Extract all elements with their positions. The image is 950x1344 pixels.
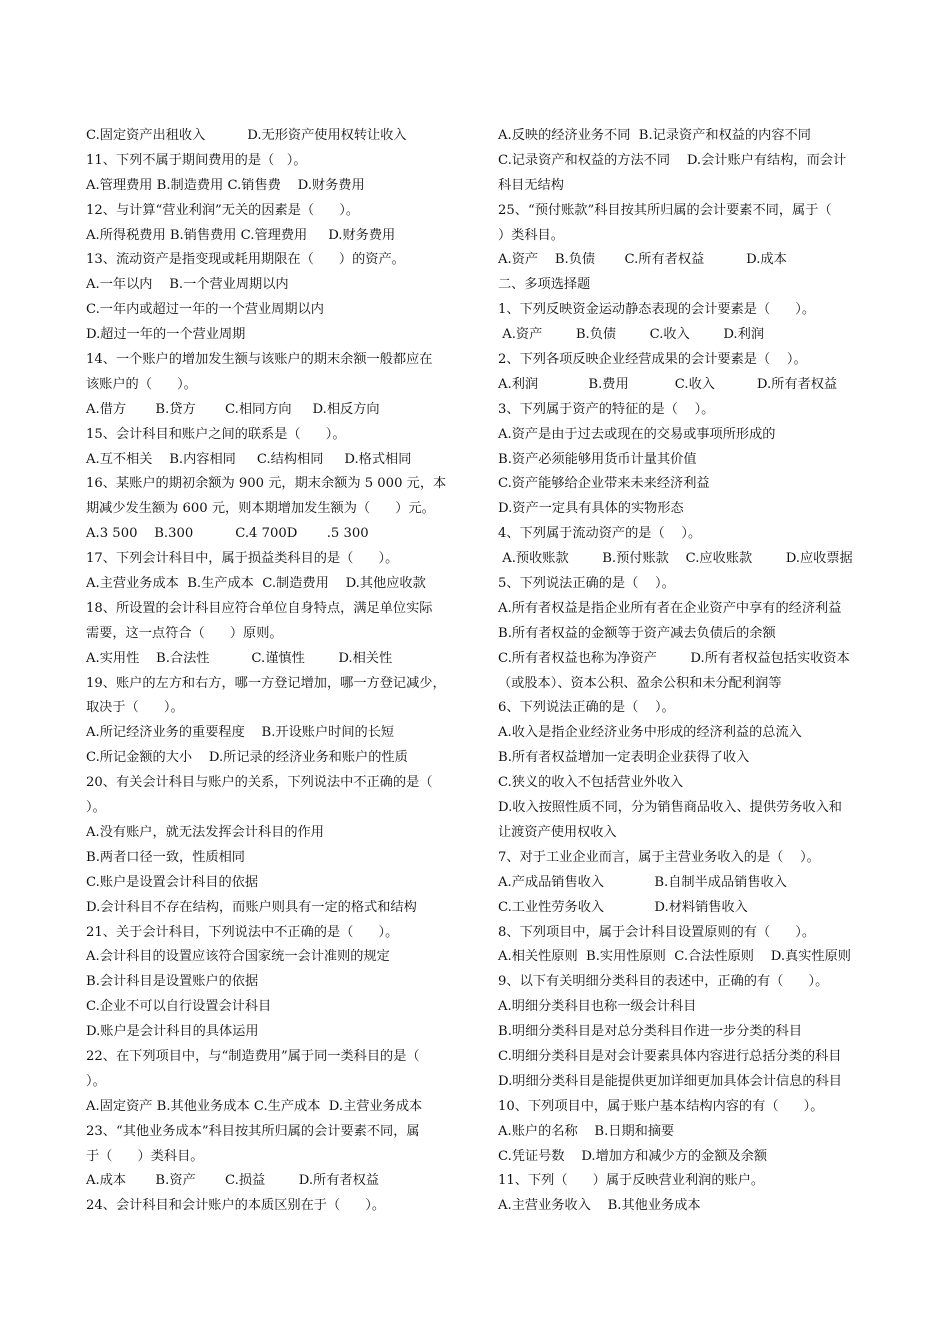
text-line: A.收入是指企业经济业务中形成的经济利益的总流入 — [498, 725, 802, 741]
text-line: A.预收账款 B.预付账款 C.应收账款 D.应收票据 — [498, 551, 853, 567]
text-line: D.会计科目不存在结构，而账户则具有一定的格式和结构 — [86, 899, 417, 915]
text-line: D.超过一年的一个营业周期 — [86, 327, 246, 343]
text-line: 2、下列各项反映企业经营成果的会计要素是（ ）。 — [498, 352, 807, 368]
text-line: 7、对于工业企业而言，属于主营业务收入的是（ ）。 — [498, 849, 820, 865]
text-line: 1、下列反映资金运动静态表现的会计要素是（ ）。 — [498, 302, 816, 318]
text-line: B.所有者权益增加一定表明企业获得了收入 — [498, 750, 750, 766]
text-line: 11、下列（ ）属于反映营业利润的账户。 — [498, 1173, 765, 1189]
text-line: 13、流动资产是指变现或耗用期限在（ ）的资产。 — [86, 252, 405, 268]
text-line: A.互不相关 B.内容相同 C.结构相同 D.格式相同 — [86, 451, 412, 467]
text-line: D.账户是会计科目的具体运用 — [86, 1024, 259, 1040]
text-line: C.企业不可以自行设置会计科目 — [86, 999, 272, 1015]
text-line: 14、一个账户的增加发生额与该账户的期末余额一般都应在 — [86, 352, 433, 368]
text-line: A.账户的名称 B.日期和摘要 — [498, 1123, 675, 1139]
text-line: A.资产是由于过去或现在的交易或事项所形成的 — [498, 426, 776, 442]
text-line: 8、下列项目中，属于会计科目设置原则的有（ ）。 — [498, 924, 816, 940]
text-line: C.所有者权益也称为净资产 D.所有者权益包括实收资本 — [498, 650, 850, 666]
text-line: B.会计科目是设置账户的依据 — [86, 974, 259, 990]
text-line: A.实用性 B.合法性 C.谨慎性 D.相关性 — [86, 650, 393, 666]
text-line: C.固定资产出租收入 D.无形资产使用权转让收入 — [86, 128, 407, 143]
text-line: 25、“预付账款”科目按其所归属的会计要素不同，属于（ — [498, 202, 832, 218]
text-line: B.两者口径一致，性质相同 — [86, 849, 245, 865]
text-line: 10、下列项目中，属于账户基本结构内容的有（ ）。 — [498, 1098, 824, 1114]
text-line: A.没有账户，就无法发挥会计科目的作用 — [86, 824, 324, 840]
text-line: ）。 — [86, 800, 106, 816]
text-line: 15、会计科目和账户之间的联系是（ ）。 — [86, 426, 346, 442]
text-line: A.管理费用 B.制造费用 C.销售费 D.财务费用 — [86, 177, 365, 193]
text-line: 11、下列不属于期间费用的是（ ）。 — [86, 152, 307, 168]
text-line: A.相关性原则 B.实用性原则 C.合法性原则 D.真实性原则 — [498, 949, 851, 965]
text-line: C.记录资产和权益的方法不同 D.会计账户有结构，而会计 — [498, 152, 847, 168]
text-line: C.资产能够给企业带来未来经济利益 — [498, 476, 710, 492]
text-line: 5、下列说法正确的是（ ）。 — [498, 576, 675, 592]
text-line: 9、以下有关明细分类科目的表述中，正确的有（ ）。 — [498, 974, 829, 990]
text-line: 22、在下列项目中，与“制造费用”属于同一类科目的是（ — [86, 1048, 420, 1064]
text-line: 需要，这一点符合（ ）原则。 — [86, 625, 283, 641]
text-line: C.工业性劳务收入 D.材料销售收入 — [498, 899, 748, 915]
text-line: 4、下列属于流动资产的是（ ）。 — [498, 526, 702, 542]
text-line: 16、某账户的期初余额为 900 元，期末余额为 5 000 元，本 — [86, 476, 447, 492]
text-line: A.主营业务收入 B.其他业务成本 — [498, 1198, 701, 1214]
text-line: A.资产 B.负债 C.所有者权益 D.成本 — [498, 252, 787, 268]
text-line: 期减少发生额为 600 元，则本期增加发生额为（ ）元。 — [86, 501, 435, 517]
text-line: A.一年以内 B.一个营业周期以内 — [86, 277, 289, 293]
text-line: 于（ ）类科目。 — [86, 1148, 204, 1164]
text-line: D.明细分类科目是能提供更加详细更加具体会计信息的科目 — [498, 1073, 842, 1089]
text-line: A.所记经济业务的重要程度 B.开设账户时间的长短 — [86, 725, 395, 741]
text-line: 24、会计科目和会计账户的本质区别在于（ ）。 — [86, 1198, 386, 1214]
text-line: A.借方 B.贷方 C.相同方向 D.相反方向 — [86, 401, 380, 417]
text-line: 23、“其他业务成本”科目按其所归属的会计要素不同，属 — [86, 1123, 420, 1139]
text-line: 18、所设置的会计科目应符合单位自身特点，满足单位实际 — [86, 600, 433, 616]
text-line: 20、有关会计科目与账户的关系，下列说法中不正确的是（ — [86, 775, 433, 791]
text-line: A.产成品销售收入 B.自制半成品销售收入 — [498, 874, 787, 890]
text-line: A.明细分类科目也称一级会计科目 — [498, 999, 697, 1015]
text-line: 科目无结构 — [498, 177, 564, 193]
text-line: 6、下列说法正确的是（ ）。 — [498, 700, 675, 716]
text-line: 取决于（ ）。 — [86, 700, 184, 716]
text-line: D.收入按照性质不同，分为销售商品收入、提供劳务收入和 — [498, 800, 842, 816]
text-line: B.所有者权益的金额等于资产减去负债后的余额 — [498, 625, 776, 641]
text-line: A.所得税费用 B.销售费用 C.管理费用 D.财务费用 — [86, 227, 396, 243]
text-line: 21、关于会计科目，下列说法中不正确的是（ ）。 — [86, 924, 399, 940]
text-line: A.反映的经济业务不同 B.记录资产和权益的内容不同 — [498, 128, 811, 143]
text-line: D.资产一定具有具体的实物形态 — [498, 501, 684, 517]
text-line: A.所有者权益是指企业所有者在企业资产中享有的经济利益 — [498, 600, 842, 616]
text-line: A.3 500 B.300 C.4 700D .5 300 — [86, 526, 369, 542]
text-line: A.固定资产 B.其他业务成本 C.生产成本 D.主营业务成本 — [86, 1098, 423, 1114]
text-line: B.资产必须能够用货币计量其价值 — [498, 451, 697, 467]
text-line: 17、下列会计科目中，属于损益类科目的是（ ）。 — [86, 551, 399, 567]
text-line: 3、下列属于资产的特征的是（ ）。 — [498, 401, 715, 417]
text-line: 让渡资产使用权收入 — [498, 824, 617, 840]
text-line: （或股本）、资本公积、盈余公积和未分配利润等 — [498, 675, 782, 691]
text-line: C.一年内或超过一年的一个营业周期以内 — [86, 302, 324, 318]
text-line: A.资产 B.负债 C.收入 D.利润 — [498, 327, 765, 343]
text-line: C.所记金额的大小 D.所记录的经济业务和账户的性质 — [86, 750, 408, 766]
text-line: 12、与计算“营业利润”无关的因素是（ ）。 — [86, 202, 360, 218]
text-line: C.狭义的收入不包括营业外收入 — [498, 775, 684, 791]
text-line: ）。 — [86, 1073, 106, 1089]
text-line: 该账户的（ ）。 — [86, 376, 197, 392]
text-line: C.账户是设置会计科目的依据 — [86, 874, 259, 890]
text-line: B.明细分类科目是对总分类科目作进一步分类的科目 — [498, 1024, 803, 1040]
text-line: C.凭证号数 D.增加方和减少方的金额及余额 — [498, 1148, 768, 1164]
text-line: ）类科目。 — [498, 227, 564, 243]
text-line: A.会计科目的设置应该符合国家统一会计准则的规定 — [86, 949, 390, 965]
text-line: A.利润 B.费用 C.收入 D.所有者权益 — [498, 376, 838, 392]
left-column — [86, 124, 472, 1219]
text-line: A.主营业务成本 B.生产成本 C.制造费用 D.其他应收款 — [86, 576, 426, 592]
right-column — [498, 124, 878, 1219]
text-line: 二、多项选择题 — [498, 277, 591, 293]
text-line: 19、账户的左方和右方，哪一方登记增加，哪一方登记减少， — [86, 675, 446, 691]
text-line: C.明细分类科目是对会计要素具体内容进行总括分类的科目 — [498, 1048, 842, 1064]
text-line: A.成本 B.资产 C.损益 D.所有者权益 — [86, 1173, 379, 1189]
